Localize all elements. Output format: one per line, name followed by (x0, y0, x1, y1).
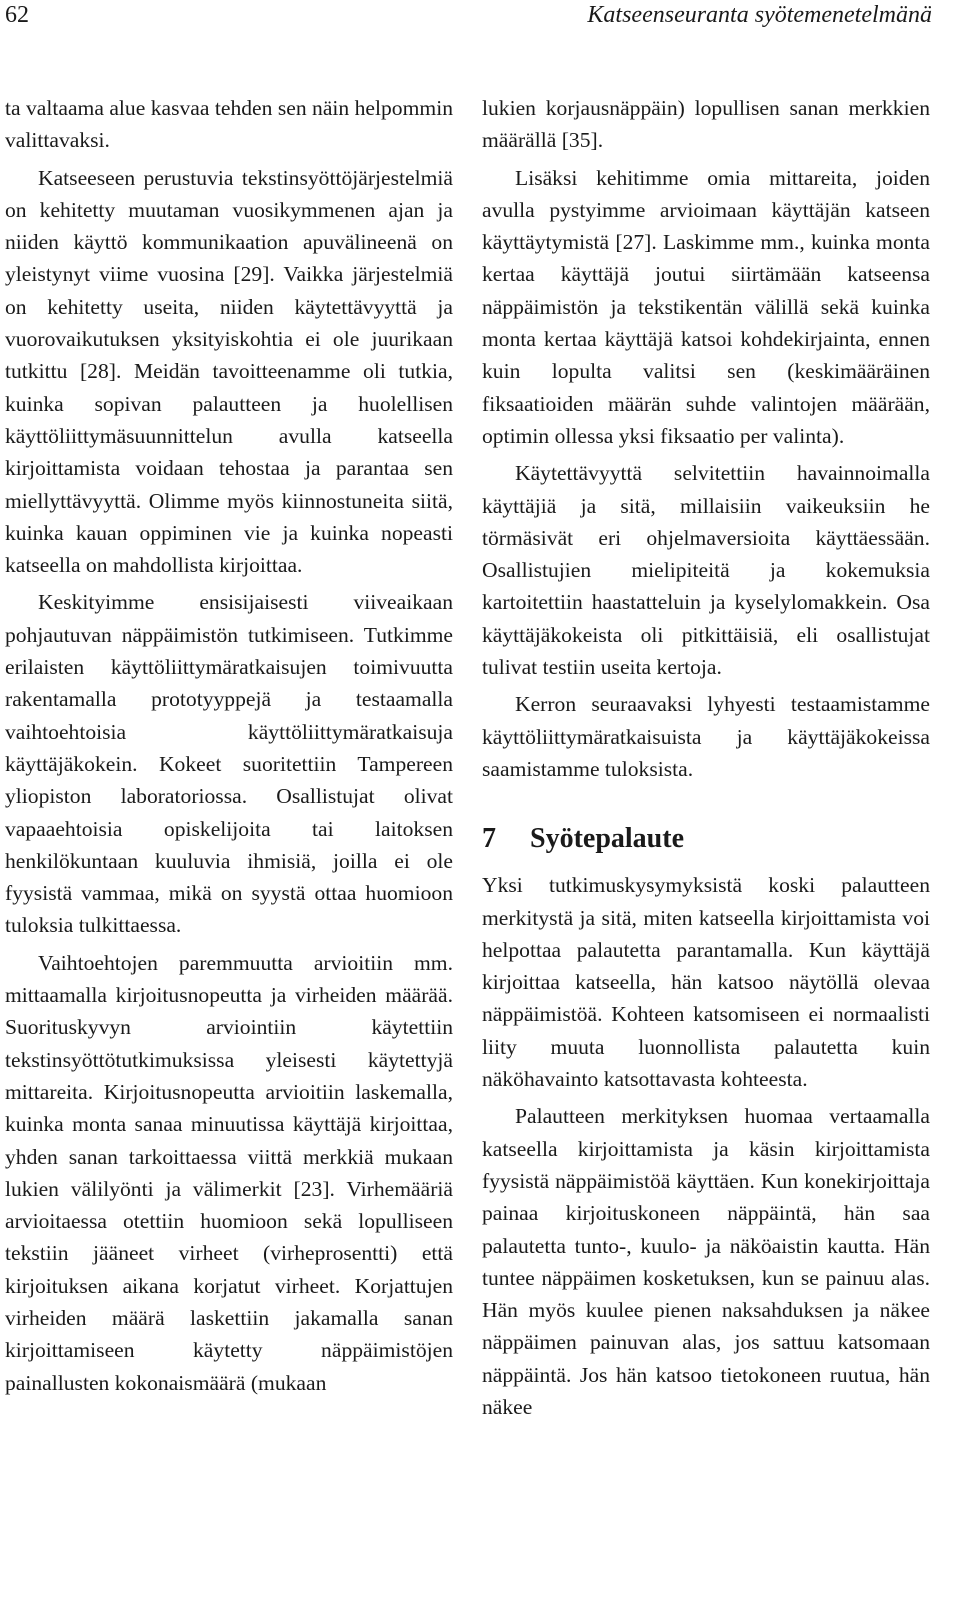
section-number: 7 (482, 823, 496, 855)
paragraph: Lisäksi kehitimme omia mittareita, joiden avulla pystyimme arvioimaan käyttäjän katseen käyttäytymistä [27]. Laskimme mm., kuinka monta kertaa käyttäjä joutui siirtämään katseensa näppäimistön ja tekstikentän välillä sekä kuinka monta kertaa käyttäjä katsoi kohdekirjainta, ennen kuin lopulta valitsi sen (keskimääräinen fiksaatioiden määrän suhde valintojen määrään, optimin ollessa yksi fiksaatio per valinta). (482, 165, 930, 448)
running-header (0, 0, 960, 36)
paragraph: Vaihtoehtojen paremmuutta arvioitiin mm. mittaamalla kirjoitusnopeutta ja virheiden määrää. Suorituskyvyn arviointiin käytettiin tekstinsyöttötutkimuksissa yleisesti käytettyjä mittareita. Kirjoitusnopeutta arvioitiin laskemalla, kuinka monta sanaa minuutissa käyttäjä kirjoittaa, yhden sanan tarkoittaessa viittä merkkiä mukaan lukien välilyönti ja välimerkit [23]. Virhemääriä arvioitaessa otettiin huomioon sekä lopulliseen tekstiin jääneet virheet (virheprosentti) että kirjoituksen aikana korjatut virheet. Korjattujen virheiden määrä laskettiin jakamalla sanan kirjoittamiseen käytetty näppäimistöjen painallusten kokonaismäärä (mukaan (5, 950, 453, 1395)
section-heading (482, 821, 930, 857)
running-title: Katseenseuranta syötemenetelmänä (587, 2, 932, 28)
section-title: Syötepalaute (530, 823, 684, 855)
right-column (482, 92, 930, 1423)
paragraph: Palautteen merkityksen huomaa vertaamalla katseella kirjoittamista ja käsin kirjoittamista fyysistä näppäimistöä käyttäen. Kun konekirjoittaja painaa kirjoituskoneen näppäintä, hän saa palautetta tunto-, kuulo- ja näköaistin kautta. Hän tuntee näppäimen kosketuksen, kun se painuu alas. Hän myös kuulee pienen naksahduksen ja näkee näppäimen painuvan alas, jos sattuu katsomaan näppäintä. Jos hän katsoo tietokoneen ruutua, hän näkee (482, 1104, 930, 1419)
paragraph: ta valtaama alue kasvaa tehden sen näin helpommin valittavaksi. (5, 96, 453, 153)
paragraph: Kerron seuraavaksi lyhyesti testaamistamme käyttöliittymäratkaisuista ja käyttäjäkokeissa saamistamme tuloksista. (482, 692, 930, 781)
paragraph: lukien korjausnäppäin) lopullisen sanan merkkien määrällä [35]. (482, 96, 930, 153)
page-number: 62 (5, 2, 29, 28)
left-column (5, 92, 453, 1399)
paragraph: Yksi tutkimuskysymyksistä koski palautteen merkitystä ja sitä, miten katseella kirjoittamista voi helpottaa palautetta parantamalla. Kun käyttäjä kirjoittaa katseella, hän katsoo näytöllä olevaa näppäimistöä. Kohteen katsomiseen ei normaalisti liity muuta luonnollista palautetta kuin näköhavainto katsottavasta kohteesta. (482, 873, 930, 1092)
paragraph: Katseeseen perustuvia tekstinsyöttöjärjestelmiä on kehitetty muutaman vuosikymmenen ajan ja niiden käyttö kommunikaation apuvälineenä on yleistynyt viime vuosina [29]. Vaikka järjestelmiä on kehitetty useita, niiden käytettävyyttä ja vuorovaikutuksen yksityiskohtia ei ole juurikaan tutkittu [28]. Meidän tavoitteenamme oli tutkia, kuinka sopivan palautteen ja huolellisen käyttöliittymäsuunnittelun avulla katseella kirjoittamista voidaan tehostaa ja parantaa sen miellyttävyyttä. Olimme myös kiinnostuneita siitä, kuinka kauan oppiminen vie ja kuinka nopeasti katseella on mahdollista kirjoittaa. (5, 165, 453, 578)
paragraph: Käytettävyyttä selvitettiin havainnoimalla käyttäjiä ja sitä, millaisiin vaikeuksiin he törmäsivät eri ohjelmaversioita käyttäessään. Osallistujien mielipiteitä ja kokemuksia kartoitettiin haastatteluin ja kyselylomakkein. Osa käyttäjäkokeista oli pitkittäisiä, eli osallistujat tulivat testiin useita kertoja. (482, 461, 930, 680)
paragraph: Keskityimme ensisijaisesti viiveaikaan pohjautuvan näppäimistön tutkimiseen. Tutkimme erilaisten käyttöliittymäratkaisujen toimivuutta rakentamalla prototyyppejä ja testaamalla vaihtoehtoisia käyttöliittymäratkaisuja käyttäjäkokein. Kokeet suoritettiin Tampereen yliopiston laboratoriossa. Osallistujat olivat vapaaehtoisia opiskelijoita tai laitoksen henkilökuntaan kuuluvia ihmisiä, joilla ei ole fyysistä vammaa, mikä on syystä ottaa huomioon tuloksia tulkittaessa. (5, 590, 453, 938)
